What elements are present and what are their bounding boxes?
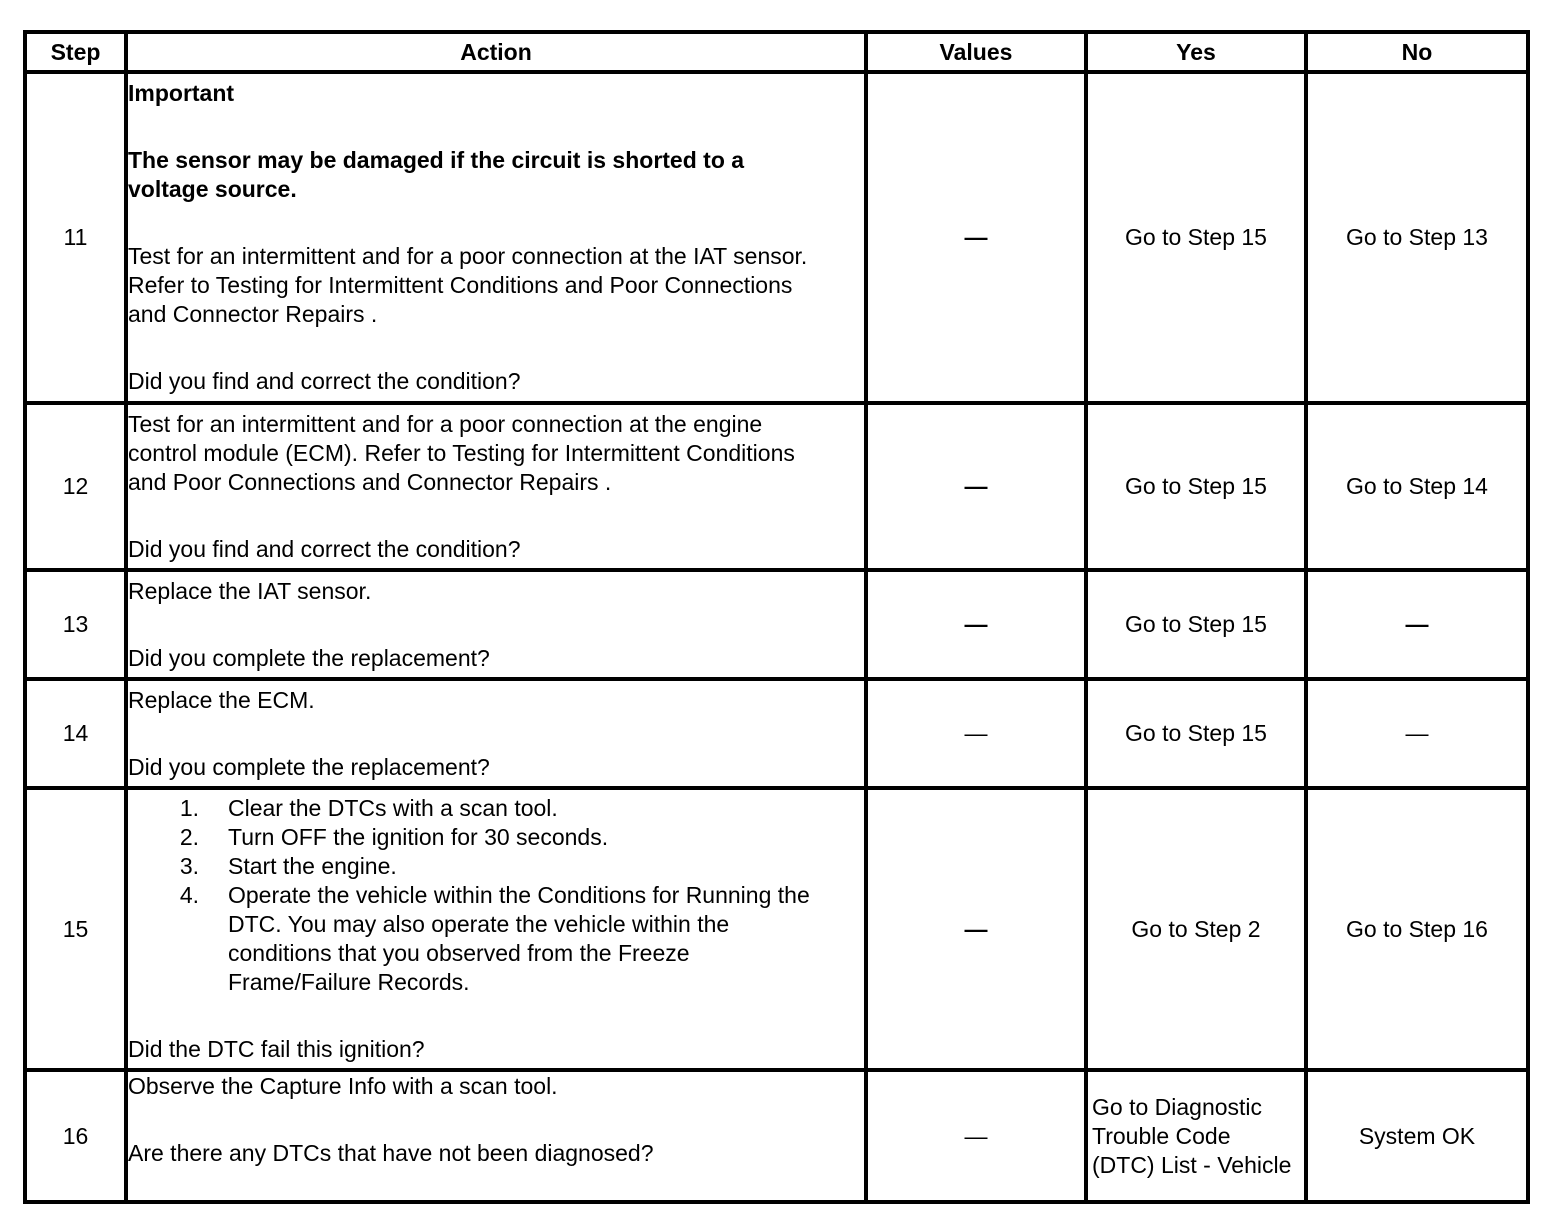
values-cell: — — [866, 72, 1086, 403]
action-text: Replace the IAT sensor. — [128, 577, 372, 604]
list-item — [128, 852, 864, 881]
header-row — [25, 32, 1528, 72]
action-text: Test for an intermittent and for a poor connection at the engine control module (ECM). Refer to Testing for Intermittent Conditions and Poor Connections and Connector Repairs . — [128, 410, 795, 495]
values-cell: — — [866, 1070, 1086, 1202]
step-number: 11 — [25, 72, 126, 403]
list-item — [128, 794, 864, 823]
question-text: Are there any DTCs that have not been diagnosed? — [128, 1140, 654, 1166]
yes-cell: Go to Step 15 — [1086, 679, 1306, 788]
action-cell — [126, 403, 866, 570]
action-text: Replace the ECM. — [128, 686, 315, 713]
values-cell: — — [866, 570, 1086, 679]
action-text: Observe the Capture Info with a scan tool. — [128, 1073, 558, 1099]
question-text: Did you find and correct the condition? — [128, 535, 521, 562]
table-row-step-14 — [25, 679, 1528, 788]
yes-cell: Go to Step 2 — [1086, 788, 1306, 1070]
list-item-number: 3. — [179, 853, 199, 879]
table-row-step-16 — [25, 1070, 1528, 1202]
no-cell: Go to Step 13 — [1306, 72, 1528, 403]
yes-cell: Go to Step 15 — [1086, 403, 1306, 570]
table-row-step-12 — [25, 403, 1528, 570]
list-item-number: 2. — [179, 824, 199, 850]
question-text: Did the DTC fail this ignition? — [128, 1036, 425, 1062]
step-number: 14 — [25, 679, 126, 788]
list-item-number: 4. — [179, 882, 199, 908]
step-number: 15 — [25, 788, 126, 1070]
table-row-step-11 — [25, 72, 1528, 403]
action-text: Test for an intermittent and for a poor connection at the IAT sensor. Refer to Testing for Intermittent Conditions and Poor Connections and Connector Repairs . — [128, 243, 808, 327]
action-cell — [126, 570, 866, 679]
diagnostic-table — [23, 30, 1530, 1204]
no-cell: — — [1306, 570, 1528, 679]
action-cell — [126, 1070, 866, 1202]
list-item — [128, 823, 864, 852]
action-cell — [126, 679, 866, 788]
no-cell: System OK — [1306, 1070, 1528, 1202]
header-yes: Yes — [1086, 32, 1306, 72]
header-values: Values — [866, 32, 1086, 72]
question-text: Did you complete the replacement? — [128, 753, 490, 780]
yes-cell: Go to Step 15 — [1086, 72, 1306, 403]
action-cell — [126, 788, 866, 1070]
no-cell: Go to Step 16 — [1306, 788, 1528, 1070]
list-item-text: Operate the vehicle within the Conditions for Running the DTC. You may also operate the vehicle within the conditions that you observed from the Freeze Frame/Failure Records. — [228, 882, 810, 995]
procedure-list — [128, 794, 864, 997]
list-item — [128, 881, 864, 997]
no-cell: — — [1306, 679, 1528, 788]
list-item-text: Clear the DTCs with a scan tool. — [228, 795, 558, 821]
table-row-step-13 — [25, 570, 1528, 679]
action-cell — [126, 72, 866, 403]
step-number: 12 — [25, 403, 126, 570]
question-text: Did you find and correct the condition? — [128, 368, 521, 394]
yes-cell: Go to Diagnostic Trouble Code (DTC) List - Vehicle — [1086, 1070, 1306, 1202]
no-cell: Go to Step 14 — [1306, 403, 1528, 570]
table-row-step-15 — [25, 788, 1528, 1070]
step-number: 13 — [25, 570, 126, 679]
values-cell: — — [866, 679, 1086, 788]
list-item-text: Turn OFF the ignition for 30 seconds. — [228, 824, 609, 850]
list-item-number: 1. — [179, 795, 199, 821]
header-action: Action — [126, 32, 866, 72]
important-text: The sensor may be damaged if the circuit is shorted to a voltage source. — [128, 147, 745, 202]
header-step: Step — [25, 32, 126, 72]
values-cell: — — [866, 403, 1086, 570]
header-no: No — [1306, 32, 1528, 72]
step-number: 16 — [25, 1070, 126, 1202]
yes-cell: Go to Step 15 — [1086, 570, 1306, 679]
important-label: Important — [128, 80, 235, 106]
list-item-text: Start the engine. — [228, 853, 397, 879]
question-text: Did you complete the replacement? — [128, 644, 490, 671]
values-cell: — — [866, 788, 1086, 1070]
